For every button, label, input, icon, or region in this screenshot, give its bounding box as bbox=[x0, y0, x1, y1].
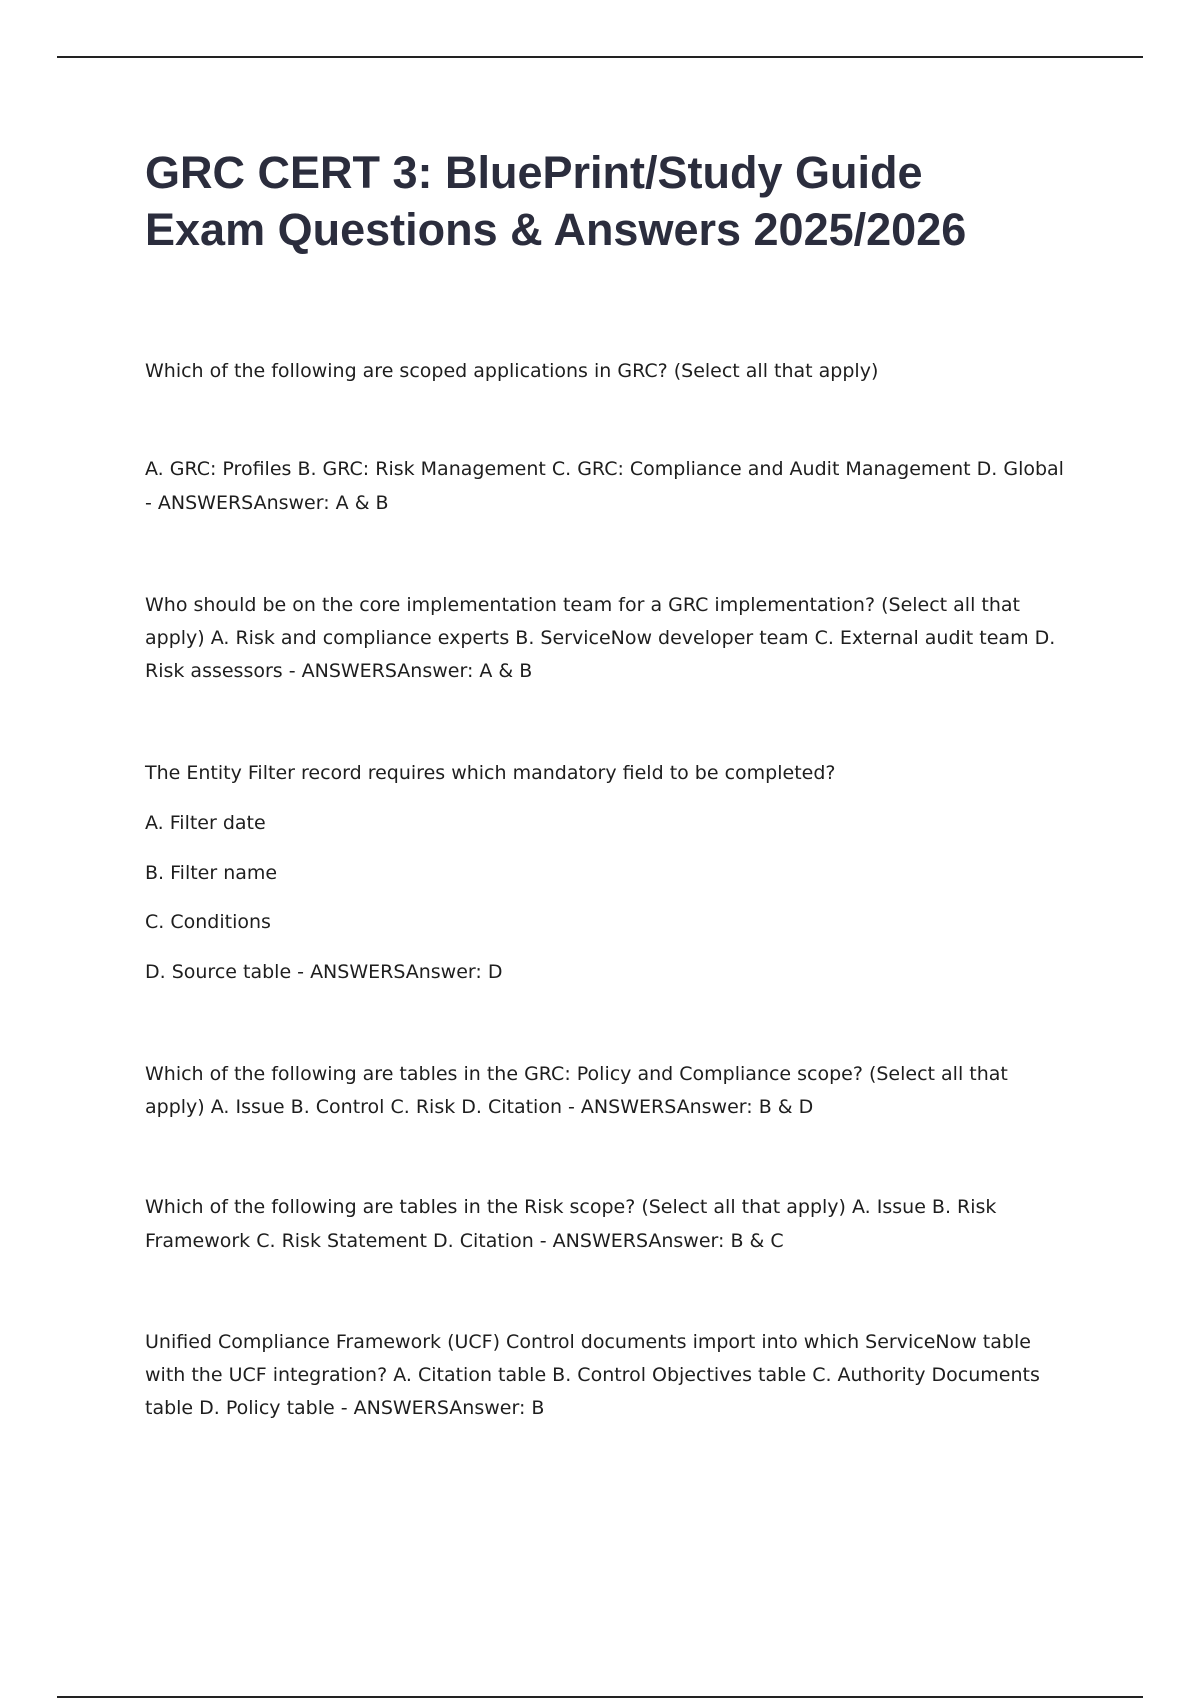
question-3-text: The Entity Filter record requires which mandatory field to be completed? bbox=[145, 762, 836, 784]
question-5-answer: Framework C. Risk Statement D. Citation - ANSWERSAnswer: B & C bbox=[145, 1230, 784, 1252]
top-rule bbox=[57, 56, 1143, 58]
question-4-line: Which of the following are tables in the GRC: Policy and Compliance scope? (Select all that bbox=[145, 1063, 1008, 1085]
question-4-answer: apply) A. Issue B. Control C. Risk D. Citation - ANSWERSAnswer: B & D bbox=[145, 1096, 814, 1118]
question-3-option-d-answer: D. Source table - ANSWERSAnswer: D bbox=[145, 961, 503, 983]
question-3-option-a: A. Filter date bbox=[145, 812, 266, 834]
question-2-line: apply) A. Risk and compliance experts B. ServiceNow developer team C. External audit team D. bbox=[145, 627, 1056, 649]
question-6-line: Unified Compliance Framework (UCF) Control documents import into which ServiceNow table bbox=[145, 1331, 1031, 1353]
question-1-options: A. GRC: Profiles B. GRC: Risk Management C. GRC: Compliance and Audit Management D. Global bbox=[145, 458, 1064, 480]
question-1-text: Which of the following are scoped applications in GRC? (Select all that apply) bbox=[145, 360, 879, 382]
question-3-option-c: C. Conditions bbox=[145, 911, 271, 933]
title-line-2: Exam Questions & Answers 2025/2026 bbox=[145, 204, 967, 255]
question-2-answer: Risk assessors - ANSWERSAnswer: A & B bbox=[145, 660, 533, 682]
bottom-rule bbox=[57, 1696, 1143, 1698]
title-line-1: GRC CERT 3: BluePrint/Study Guide bbox=[145, 147, 923, 198]
question-6-answer: table D. Policy table - ANSWERSAnswer: B bbox=[145, 1397, 545, 1419]
question-5-line: Which of the following are tables in the Risk scope? (Select all that apply) A. Issue B. Risk bbox=[145, 1196, 997, 1218]
question-1-answer: - ANSWERSAnswer: A & B bbox=[145, 492, 389, 514]
question-6-line: with the UCF integration? A. Citation table B. Control Objectives table C. Authority Documents bbox=[145, 1364, 1040, 1386]
question-3-option-b: B. Filter name bbox=[145, 862, 278, 884]
document-title bbox=[145, 144, 1095, 258]
question-2-line: Who should be on the core implementation team for a GRC implementation? (Select all that bbox=[145, 594, 1020, 616]
